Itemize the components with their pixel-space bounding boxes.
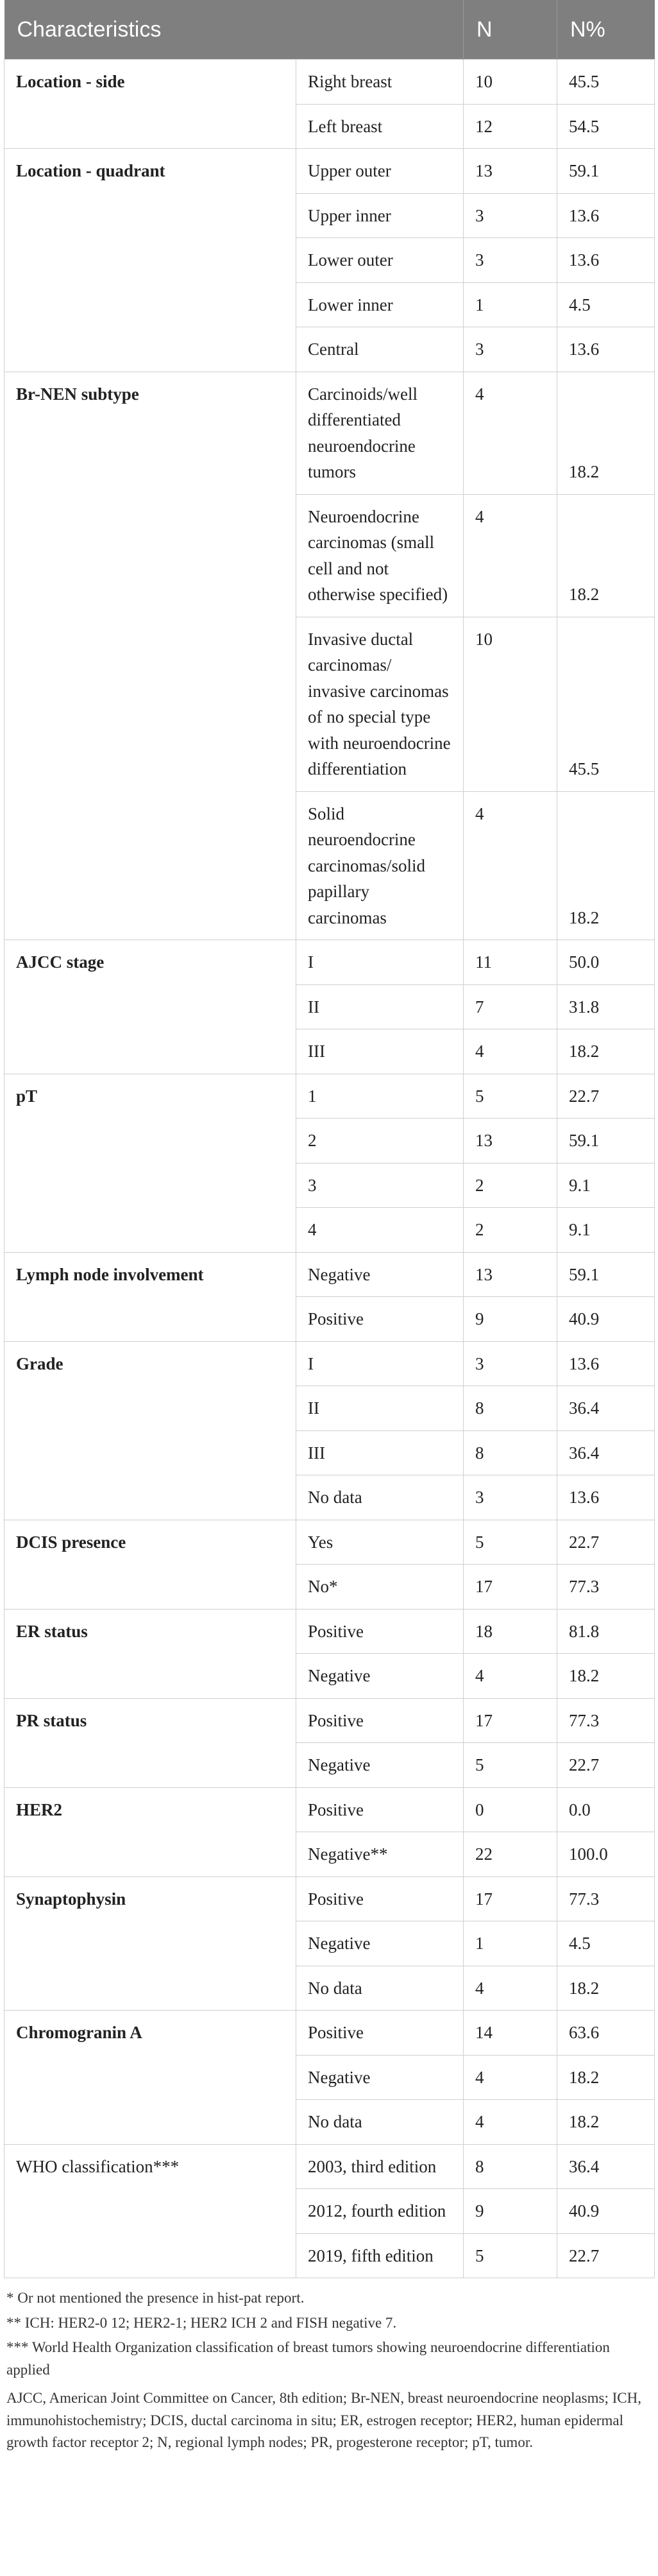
- group-label: pT: [4, 1074, 296, 1252]
- count-cell: 4: [464, 494, 557, 617]
- footnote: * Or not mentioned the presence in hist-pat report.: [6, 2290, 305, 2306]
- characteristics-table: [4, 0, 655, 2278]
- count-cell: 5: [464, 1743, 557, 1788]
- count-cell: 17: [464, 1565, 557, 1610]
- percent-cell: 18.2: [557, 372, 655, 494]
- count-cell: 4: [464, 1029, 557, 1074]
- table-row: [4, 1698, 655, 1743]
- group-label: AJCC stage: [4, 940, 296, 1074]
- percent-cell: 18.2: [557, 1966, 655, 2011]
- percent-cell: 100.0: [557, 1832, 655, 1877]
- percent-cell: 22.7: [557, 1520, 655, 1565]
- sub-label: Central: [296, 327, 464, 372]
- sub-label: Negative**: [296, 1832, 464, 1877]
- percent-cell: 9.1: [557, 1163, 655, 1208]
- percent-cell: 22.7: [557, 1074, 655, 1119]
- percent-cell: 36.4: [557, 1386, 655, 1431]
- table-header: [4, 0, 655, 60]
- percent-cell: 45.5: [557, 617, 655, 791]
- count-cell: 4: [464, 372, 557, 494]
- sub-label: No data: [296, 2100, 464, 2145]
- table-row: [4, 149, 655, 194]
- group-label: Grade: [4, 1341, 296, 1520]
- percent-cell: 77.3: [557, 1565, 655, 1610]
- count-cell: 4: [464, 1966, 557, 2011]
- count-cell: 13: [464, 1252, 557, 1297]
- group-label: Lymph node involvement: [4, 1252, 296, 1341]
- sub-label: III: [296, 1029, 464, 1074]
- sub-label: 2003, third edition: [296, 2144, 464, 2189]
- percent-cell: 45.5: [557, 60, 655, 105]
- sub-label: II: [296, 984, 464, 1029]
- sub-label: Negative: [296, 1252, 464, 1297]
- percent-cell: 22.7: [557, 2233, 655, 2278]
- sub-label: Negative: [296, 1921, 464, 1966]
- percent-cell: 4.5: [557, 1921, 655, 1966]
- percent-cell: 22.7: [557, 1743, 655, 1788]
- count-cell: 4: [464, 1654, 557, 1699]
- sub-label: No*: [296, 1565, 464, 1610]
- count-cell: 14: [464, 2011, 557, 2056]
- sub-label: Right breast: [296, 60, 464, 105]
- percent-cell: 50.0: [557, 940, 655, 985]
- count-cell: 17: [464, 1698, 557, 1743]
- group-label: PR status: [4, 1698, 296, 1787]
- sub-label: Carcinoids/well differentiated neuroendocrine tumors: [296, 372, 464, 494]
- percent-cell: 4.5: [557, 282, 655, 327]
- percent-cell: 40.9: [557, 1297, 655, 1342]
- sub-label: Negative: [296, 1743, 464, 1788]
- sub-label: I: [296, 940, 464, 985]
- count-cell: 5: [464, 2233, 557, 2278]
- percent-cell: 18.2: [557, 1029, 655, 1074]
- table-row: [4, 2144, 655, 2189]
- percent-cell: 59.1: [557, 1119, 655, 1163]
- group-label: ER status: [4, 1609, 296, 1698]
- count-cell: 13: [464, 149, 557, 194]
- sub-label: 1: [296, 1074, 464, 1119]
- table-row: [4, 60, 655, 105]
- sub-label: 2: [296, 1119, 464, 1163]
- table-row: [4, 1074, 655, 1119]
- count-cell: 0: [464, 1787, 557, 1832]
- count-cell: 10: [464, 617, 557, 791]
- sub-label: Positive: [296, 1609, 464, 1654]
- sub-label: 2019, fifth edition: [296, 2233, 464, 2278]
- count-cell: 2: [464, 1208, 557, 1253]
- header-pct: N%: [557, 0, 655, 60]
- sub-label: Negative: [296, 2055, 464, 2100]
- group-label: Location - quadrant: [4, 149, 296, 372]
- table-footnotes: [4, 2278, 654, 2454]
- sub-label: Positive: [296, 1297, 464, 1342]
- percent-cell: 13.6: [557, 193, 655, 238]
- sub-label: Yes: [296, 1520, 464, 1565]
- sub-label: 2012, fourth edition: [296, 2189, 464, 2234]
- group-label: Synaptophysin: [4, 1876, 296, 2011]
- count-cell: 11: [464, 940, 557, 985]
- count-cell: 13: [464, 1119, 557, 1163]
- footnote: ** ICH: HER2-0 12; HER2-1; HER2 ICH 2 and FISH negative 7.: [6, 2314, 397, 2331]
- sub-label: Positive: [296, 1698, 464, 1743]
- count-cell: 1: [464, 1921, 557, 1966]
- table-row: [4, 1520, 655, 1565]
- table-row: [4, 1876, 655, 1921]
- table-row: [4, 2011, 655, 2056]
- count-cell: 8: [464, 1386, 557, 1431]
- sub-label: Upper inner: [296, 193, 464, 238]
- percent-cell: 63.6: [557, 2011, 655, 2056]
- sub-label: Left breast: [296, 104, 464, 149]
- table-row: [4, 1341, 655, 1386]
- percent-cell: 40.9: [557, 2189, 655, 2234]
- sub-label: Lower outer: [296, 238, 464, 283]
- group-label: Br-NEN subtype: [4, 372, 296, 940]
- percent-cell: 9.1: [557, 1208, 655, 1253]
- count-cell: 3: [464, 193, 557, 238]
- sub-label: Positive: [296, 2011, 464, 2056]
- count-cell: 5: [464, 1074, 557, 1119]
- group-label: HER2: [4, 1787, 296, 1876]
- count-cell: 3: [464, 1341, 557, 1386]
- sub-label: Solid neuroendocrine carcinomas/solid papillary carcinomas: [296, 791, 464, 940]
- percent-cell: 36.4: [557, 1430, 655, 1475]
- count-cell: 12: [464, 104, 557, 149]
- sub-label: Positive: [296, 1787, 464, 1832]
- count-cell: 2: [464, 1163, 557, 1208]
- count-cell: 22: [464, 1832, 557, 1877]
- table-row: [4, 1609, 655, 1654]
- sub-label: No data: [296, 1966, 464, 2011]
- count-cell: 4: [464, 2100, 557, 2145]
- count-cell: 17: [464, 1876, 557, 1921]
- count-cell: 3: [464, 1475, 557, 1520]
- percent-cell: 59.1: [557, 149, 655, 194]
- count-cell: 1: [464, 282, 557, 327]
- abbreviations-note: AJCC, American Joint Committee on Cancer, 8th edition; Br-NEN, breast neuroendocrine neoplasms; ICH, immunohistochemistry; DCIS, ductal carcinoma in situ; ER, estrogen receptor; HER2, human epidermal growth factor receptor 2; N, regional lymph nodes; PR, progesterone receptor; pT, tumor.: [6, 2390, 641, 2450]
- count-cell: 10: [464, 60, 557, 105]
- percent-cell: 18.2: [557, 1654, 655, 1699]
- count-cell: 5: [464, 1520, 557, 1565]
- percent-cell: 81.8: [557, 1609, 655, 1654]
- sub-label: I: [296, 1341, 464, 1386]
- sub-label: Upper outer: [296, 149, 464, 194]
- sub-label: III: [296, 1430, 464, 1475]
- sub-label: Positive: [296, 1876, 464, 1921]
- sub-label: II: [296, 1386, 464, 1431]
- percent-cell: 54.5: [557, 104, 655, 149]
- group-label: Chromogranin A: [4, 2011, 296, 2145]
- percent-cell: 77.3: [557, 1876, 655, 1921]
- count-cell: 8: [464, 2144, 557, 2189]
- count-cell: 9: [464, 1297, 557, 1342]
- sub-label: Invasive ductal carcinomas/ invasive carcinomas of no special type with neuroendocrine differentiation: [296, 617, 464, 791]
- group-label: WHO classification***: [4, 2144, 296, 2278]
- percent-cell: 18.2: [557, 494, 655, 617]
- percent-cell: 0.0: [557, 1787, 655, 1832]
- percent-cell: 59.1: [557, 1252, 655, 1297]
- percent-cell: 77.3: [557, 1698, 655, 1743]
- group-label: DCIS presence: [4, 1520, 296, 1609]
- percent-cell: 36.4: [557, 2144, 655, 2189]
- sub-label: Neuroendocrine carcinomas (small cell and not otherwise specified): [296, 494, 464, 617]
- count-cell: 18: [464, 1609, 557, 1654]
- table-body: [4, 60, 655, 2278]
- percent-cell: 13.6: [557, 238, 655, 283]
- count-cell: 7: [464, 984, 557, 1029]
- sub-label: 3: [296, 1163, 464, 1208]
- percent-cell: 18.2: [557, 791, 655, 940]
- footnote: *** World Health Organization classification of breast tumors showing neuroendocrine differentiation applied: [6, 2339, 610, 2378]
- sub-label: No data: [296, 1475, 464, 1520]
- count-cell: 4: [464, 791, 557, 940]
- count-cell: 8: [464, 1430, 557, 1475]
- percent-cell: 18.2: [557, 2055, 655, 2100]
- sub-label: 4: [296, 1208, 464, 1253]
- percent-cell: 13.6: [557, 1341, 655, 1386]
- count-cell: 3: [464, 238, 557, 283]
- sub-label: Lower inner: [296, 282, 464, 327]
- percent-cell: 13.6: [557, 1475, 655, 1520]
- table-row: [4, 372, 655, 494]
- header-n: N: [464, 0, 557, 60]
- percent-cell: 13.6: [557, 327, 655, 372]
- count-cell: 3: [464, 327, 557, 372]
- group-label: Location - side: [4, 60, 296, 149]
- count-cell: 9: [464, 2189, 557, 2234]
- sub-label: Negative: [296, 1654, 464, 1699]
- table-row: [4, 1252, 655, 1297]
- percent-cell: 31.8: [557, 984, 655, 1029]
- header-characteristics: Characteristics: [4, 0, 464, 60]
- count-cell: 4: [464, 2055, 557, 2100]
- table-row: [4, 940, 655, 985]
- percent-cell: 18.2: [557, 2100, 655, 2145]
- table-row: [4, 1787, 655, 1832]
